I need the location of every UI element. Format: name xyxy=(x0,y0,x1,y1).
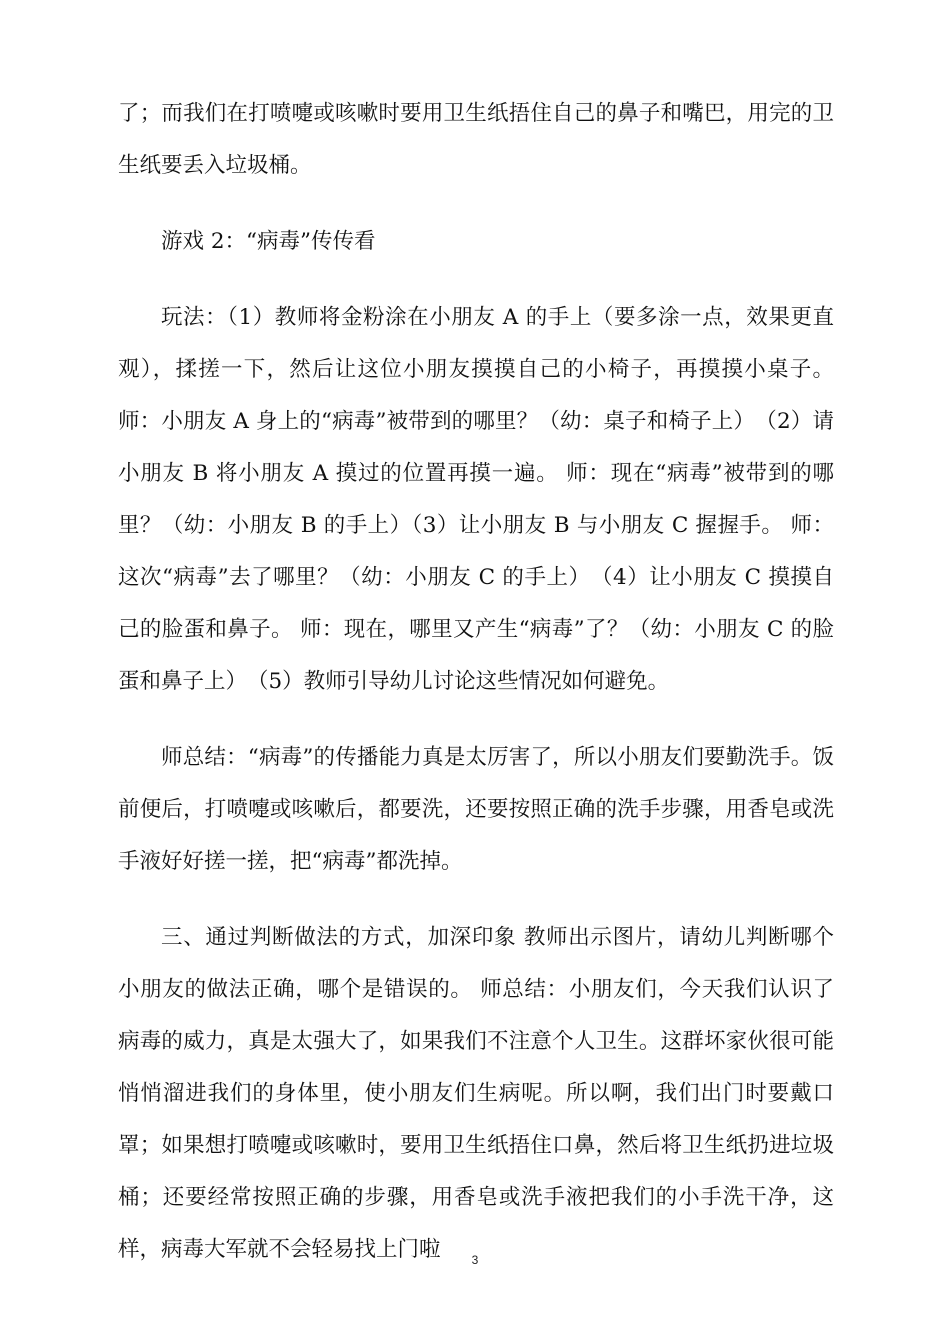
paragraph-spacer xyxy=(118,888,834,912)
paragraph-continuation: 了；而我们在打喷嚏或咳嗽时要用卫生纸捂住自己的鼻子和嘴巴，用完的卫生纸要丢入垃圾桶。 xyxy=(118,101,834,178)
game-2-heading: 游戏 2：“病毒”传传看 xyxy=(161,229,376,254)
paragraph-spacer xyxy=(118,708,834,732)
paragraph-spacer xyxy=(118,268,834,292)
page-number: 3 xyxy=(471,1253,479,1267)
game-2-instructions: 玩法：（1）教师将金粉涂在小朋友 A 的手上（要多涂一点，效果更直观），揉搓一下，然后让这位小朋友摸摸自己的小椅子，再摸摸小桌子。 师：小朋友 A 身上的“病毒”被带到的哪里？（幼：桌子和椅子上） （2）请小朋友 B 将小朋友 A 摸过的位置再摸一遍。 师：现在“病毒”被带到的哪里？（幼：小朋友 B 的手上）（3）让小朋友 B 与小朋友 C 握握手。 师：这次“病毒”去了哪里？（幼：小朋友 C 的手上） （4）让小朋友 C 摸摸自己的脸蛋和鼻子。 师：现在，哪里又产生“病毒”了？（幼：小朋友 C 的脸蛋和鼻子上） （5）教师引导幼儿讨论这些情况如何避免。 xyxy=(118,305,834,694)
teacher-summary: 师总结：“病毒”的传播能力真是太厉害了，所以小朋友们要勤洗手。饭前便后，打喷嚏或咳嗽后，都要洗，还要按照正确的洗手步骤，用香皂或洗手液好好搓一搓，把“病毒”都洗掉。 xyxy=(118,745,834,874)
body-text xyxy=(118,88,834,1276)
paragraph-spacer xyxy=(118,192,834,216)
section-three: 三、通过判断做法的方式，加深印象 教师出示图片，请幼儿判断哪个小朋友的做法正确，哪个是错误的。 师总结：小朋友们，今天我们认识了病毒的威力，真是太强大了，如果我们不注意个人卫生。这群坏家伙很可能悄悄溜进我们的身体里，使小朋友们生病呢。所以啊，我们出门时要戴口罩；如果想打喷嚏或咳嗽时，要用卫生纸捂住口鼻，然后将卫生纸扔进垃圾桶；还要经常按照正确的步骤，用香皂或洗手液把我们的小手洗干净，这样，病毒大军就不会轻易找上门啦 xyxy=(118,925,834,1262)
